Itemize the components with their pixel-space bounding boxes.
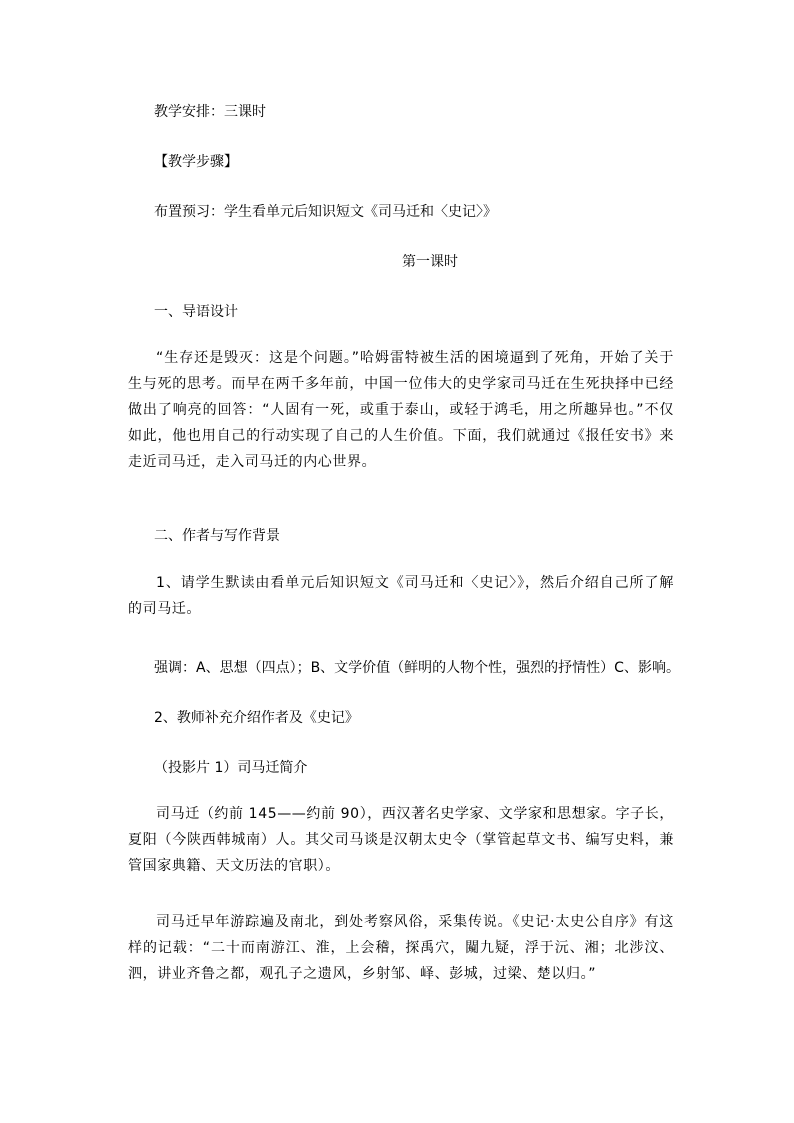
slide-label: （投影片 1）司马迁简介 [154,760,308,776]
item2-line: 2、教师补充介绍作者及《史记》 [154,710,359,726]
preview-line: 布置预习：学生看单元后知识短文《司马迁和〈史记〉》 [154,204,497,220]
travel-paragraph: 司马迁早年游踪遍及南北，到处考察风俗，采集传说。《史记·太史公自序》有这样的记载：“二十而南游江、淮，上会稽，探禹穴，闚九疑，浮于沅、湘；北涉汶、泗，讲业齐鲁之都，观孔子之遗风，乡射邹、峄、彭城，过梁、楚以归。” [128,914,674,982]
intro-paragraph: “生存还是毁灭：这是个问题。”哈姆雷特被生活的困境逼到了死角，开始了关于生与死的思考。而早在两千多年前，中国一位伟大的史学家司马迁在生死抉择中已经做出了响亮的回答：“人固有一死，或重于泰山，或轻于鸿毛，用之所趣异也。”不仅如此，他也用自己的行动实现了自己的人生价值。下面，我们就通过《报任安书》来走近司马迁，走入司马迁的内心世界。 [128,350,674,470]
emphasis-line: 强调：A、思想（四点）；B、文学价值（鲜明的人物个性，强烈的抒情性）C、影响。 [154,660,680,676]
schedule-line: 教学安排：三课时 [154,104,266,120]
lesson-title: 第一课时 [402,254,458,270]
bio-paragraph: 司马迁（约前 145——约前 90），西汉著名史学家、文学家和思想家。字子长，夏阳（今陕西韩城南）人。其父司马谈是汉朝太史令（掌管起草文书、编写史料，兼管国家典籍、天文历法的官职）。 [128,806,674,874]
section1-heading: 一、导语设计 [154,304,238,320]
steps-heading: 【教学步骤】 [154,154,238,170]
item1-paragraph: 1、请学生默读由看单元后知识短文《司马迁和〈史记〉》，然后介绍自己所了解的司马迁。 [128,575,674,617]
section2-heading: 二、作者与写作背景 [154,528,280,544]
